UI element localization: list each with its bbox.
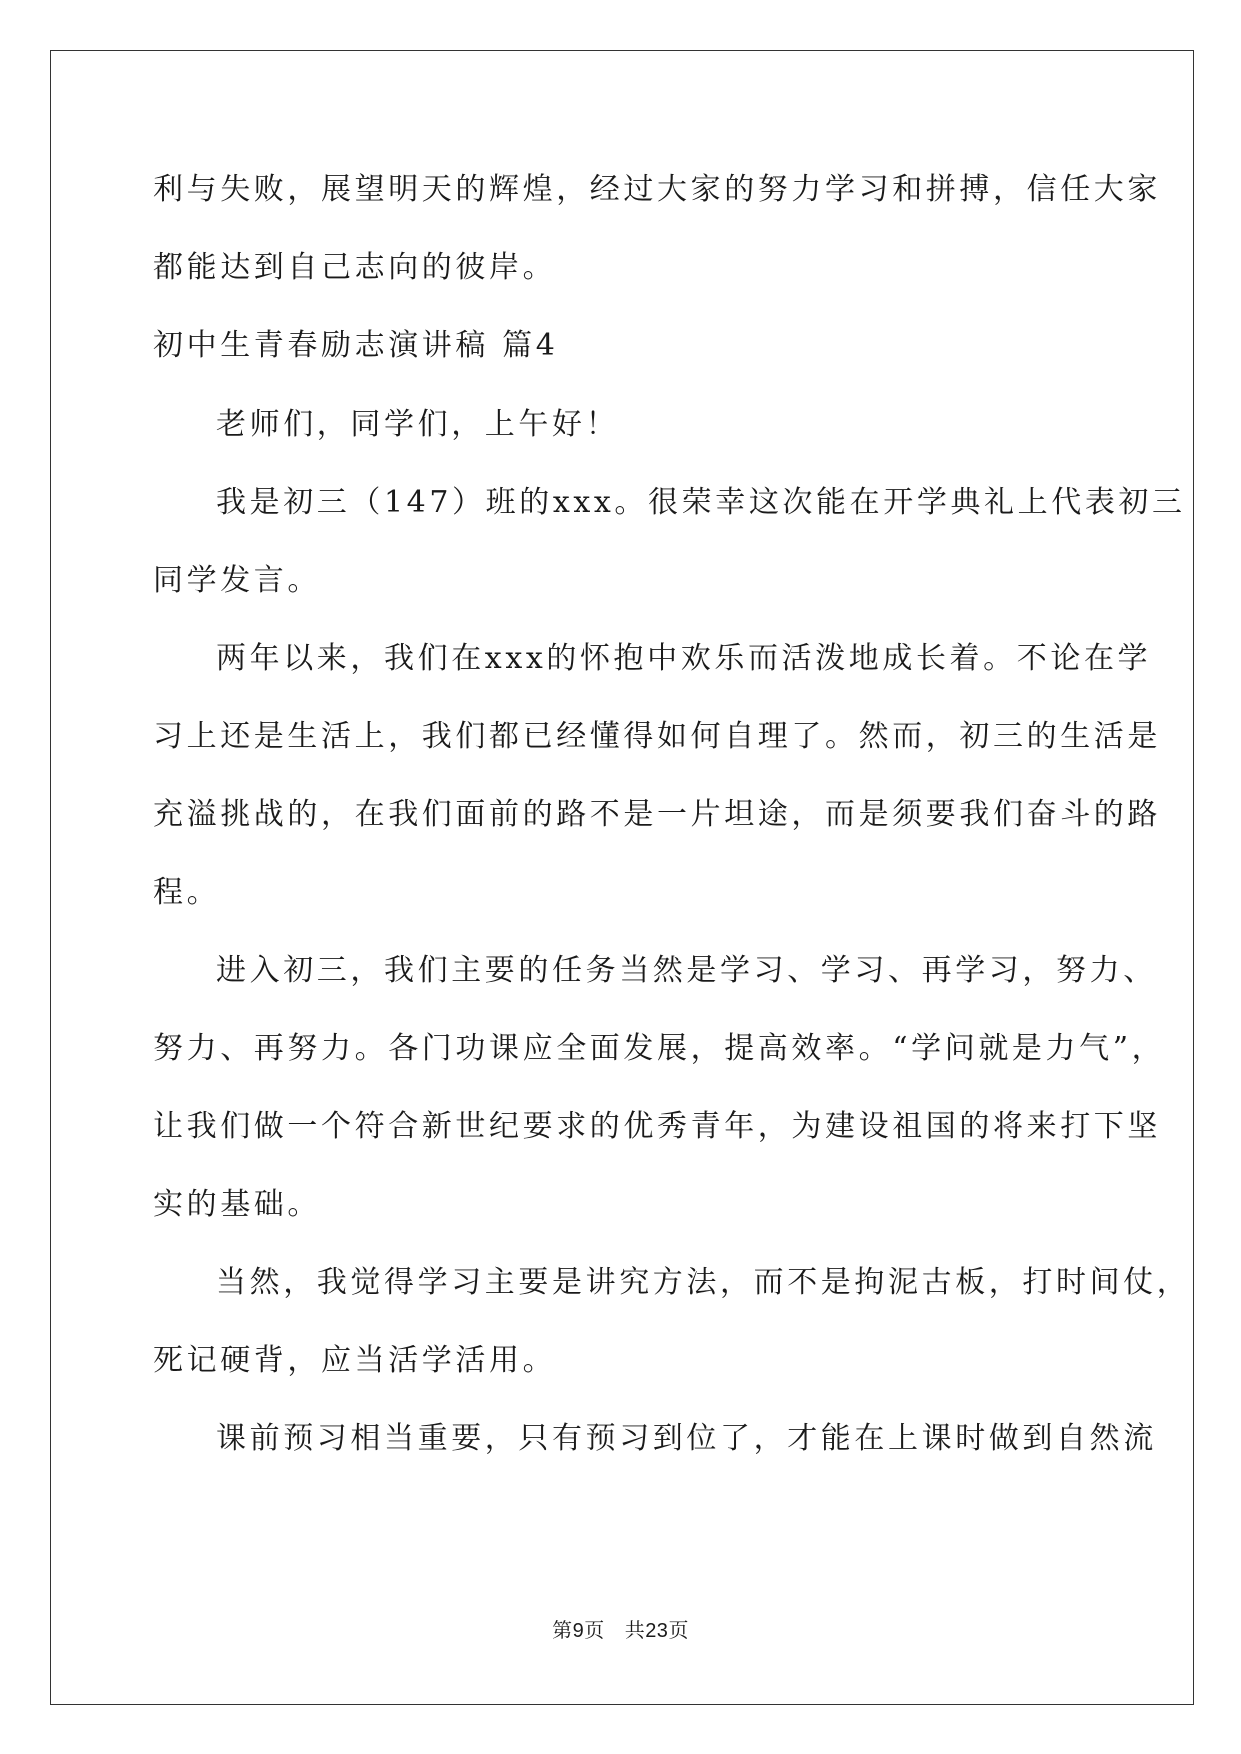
body-line-5: 我是初三（147）班的xxx。很荣幸这次能在开学典礼上代表初三 bbox=[216, 485, 1186, 520]
page-current-number: 9 bbox=[572, 1620, 585, 1642]
body-line-14: 实的基础。 bbox=[153, 1187, 321, 1222]
total-suffix: 页 bbox=[668, 1618, 689, 1642]
body-line-8: 习上还是生活上，我们都已经懂得如何自理了。然而，初三的生活是 bbox=[153, 719, 1161, 754]
body-line-15: 当然，我觉得学习主要是讲究方法，而不是拘泥古板，打时间仗， bbox=[216, 1265, 1191, 1300]
body-line-16: 死记硬背，应当活学活用。 bbox=[153, 1343, 557, 1378]
body-line-17: 课前预习相当重要，只有预习到位了，才能在上课时做到自然流 bbox=[216, 1421, 1157, 1456]
body-line-11: 进入初三，我们主要的任务当然是学习、学习、再学习，努力、 bbox=[216, 953, 1157, 988]
page-prefix: 第 bbox=[552, 1618, 573, 1642]
section-heading: 初中生青春励志演讲稿 篇4 bbox=[153, 328, 559, 363]
page-footer bbox=[0, 1617, 1241, 1644]
greeting-line: 老师们，同学们，上午好！ bbox=[216, 407, 620, 442]
body-line-9: 充溢挑战的，在我们面前的路不是一片坦途，而是须要我们奋斗的路 bbox=[153, 797, 1161, 832]
page-suffix: 页 bbox=[584, 1618, 605, 1642]
body-line-6: 同学发言。 bbox=[153, 563, 321, 598]
body-line-1: 利与失败，展望明天的辉煌，经过大家的努力学习和拼搏，信任大家 bbox=[153, 172, 1161, 207]
body-line-2: 都能达到自己志向的彼岸。 bbox=[153, 250, 557, 285]
body-line-12: 努力、再努力。各门功课应全面发展，提高效率。“学问就是力气”， bbox=[153, 1031, 1166, 1066]
body-line-7: 两年以来，我们在xxx的怀抱中欢乐而活泼地成长着。不论在学 bbox=[216, 641, 1152, 676]
page-total-number: 23 bbox=[645, 1620, 669, 1642]
total-prefix: 共 bbox=[624, 1618, 646, 1642]
body-line-13: 让我们做一个符合新世纪要求的优秀青年，为建设祖国的将来打下坚 bbox=[153, 1109, 1161, 1144]
body-line-10: 程。 bbox=[153, 875, 221, 910]
